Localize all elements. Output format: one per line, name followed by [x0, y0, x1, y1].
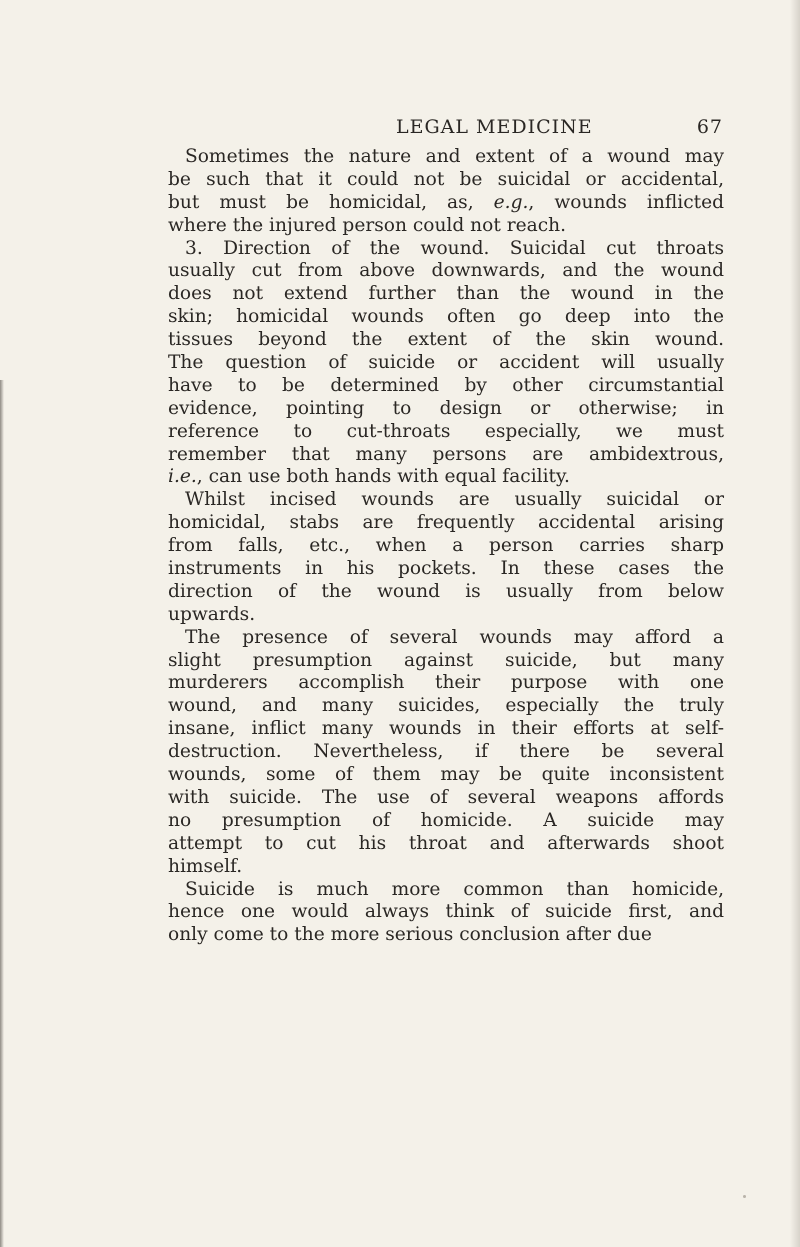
paragraph [168, 879, 724, 948]
text-line: skin; homicidal wounds often go deep into the [168, 306, 724, 328]
text-line: reference to cut-throats especially, we must [168, 420, 724, 442]
text-line: Whilst incised wounds are usually suicidal or [185, 489, 724, 511]
paper-speck [743, 1195, 746, 1198]
body-text [168, 146, 724, 947]
running-title: LEGAL MEDICINE [396, 116, 593, 138]
text-line: hence one would always think of suicide first, and [168, 901, 724, 923]
page-number: 67 [696, 116, 723, 138]
text-line: direction of the wound is usually from below [168, 580, 724, 602]
page-right-shadow [790, 0, 800, 1247]
text-line: does not extend further than the wound in the [168, 283, 724, 305]
text-line: The presence of several wounds may afford a [185, 626, 724, 648]
paragraph [168, 146, 724, 238]
text-line: no presumption of homicide. A suicide may [168, 809, 724, 831]
text-line: evidence, pointing to design or otherwise; in [168, 397, 724, 419]
text-line: homicidal, stabs are frequently accidental arising [168, 512, 724, 534]
text-line: slight presumption against suicide, but many [168, 649, 724, 671]
text-line: 3. Direction of the wound. Suicidal cut throats [185, 237, 724, 259]
text-line: where the injured person could not reach. [168, 214, 567, 236]
text-line: tissues beyond the extent of the skin wound. [168, 329, 724, 351]
text-line: instruments in his pockets. In these cases the [168, 558, 724, 580]
text-line: upwards. [168, 603, 256, 625]
paragraph [168, 238, 724, 490]
text-line: with suicide. The use of several weapons affords [168, 786, 724, 808]
text-line: insane, inflict many wounds in their efforts at self- [168, 718, 724, 740]
paragraph [168, 489, 724, 626]
text-line: from falls, etc., when a person carries sharp [168, 535, 724, 557]
text-line: The question of suicide or accident will usually [168, 352, 724, 374]
text-line: murderers accomplish their purpose with one [168, 672, 724, 694]
text-line: have to be determined by other circumstantial [168, 374, 724, 396]
text-line: attempt to cut his throat and afterwards shoot [168, 832, 724, 854]
text-line: wounds, some of them may be quite inconsistent [168, 764, 724, 786]
text-line: himself. [168, 855, 243, 877]
text-line: be such that it could not be suicidal or accidental, [168, 168, 724, 190]
text-line: but must be homicidal, as, e.g., wounds inflicted [168, 191, 724, 213]
text-line: Suicide is much more common than homicide, [185, 878, 724, 900]
text-line: wound, and many suicides, especially the truly [168, 695, 724, 717]
text-line: remember that many persons are ambidextrous, [168, 443, 724, 465]
text-line: i.e., can use both hands with equal facility. [168, 466, 570, 488]
page-left-shadow [0, 380, 4, 1247]
text-line: Sometimes the nature and extent of a wound may [185, 146, 724, 167]
text-line: only come to the more serious conclusion after due [168, 924, 652, 946]
paragraph [168, 627, 724, 879]
text-line: destruction. Nevertheless, if there be several [168, 741, 724, 763]
text-line: usually cut from above downwards, and the wound [168, 260, 724, 282]
running-header [168, 116, 723, 144]
